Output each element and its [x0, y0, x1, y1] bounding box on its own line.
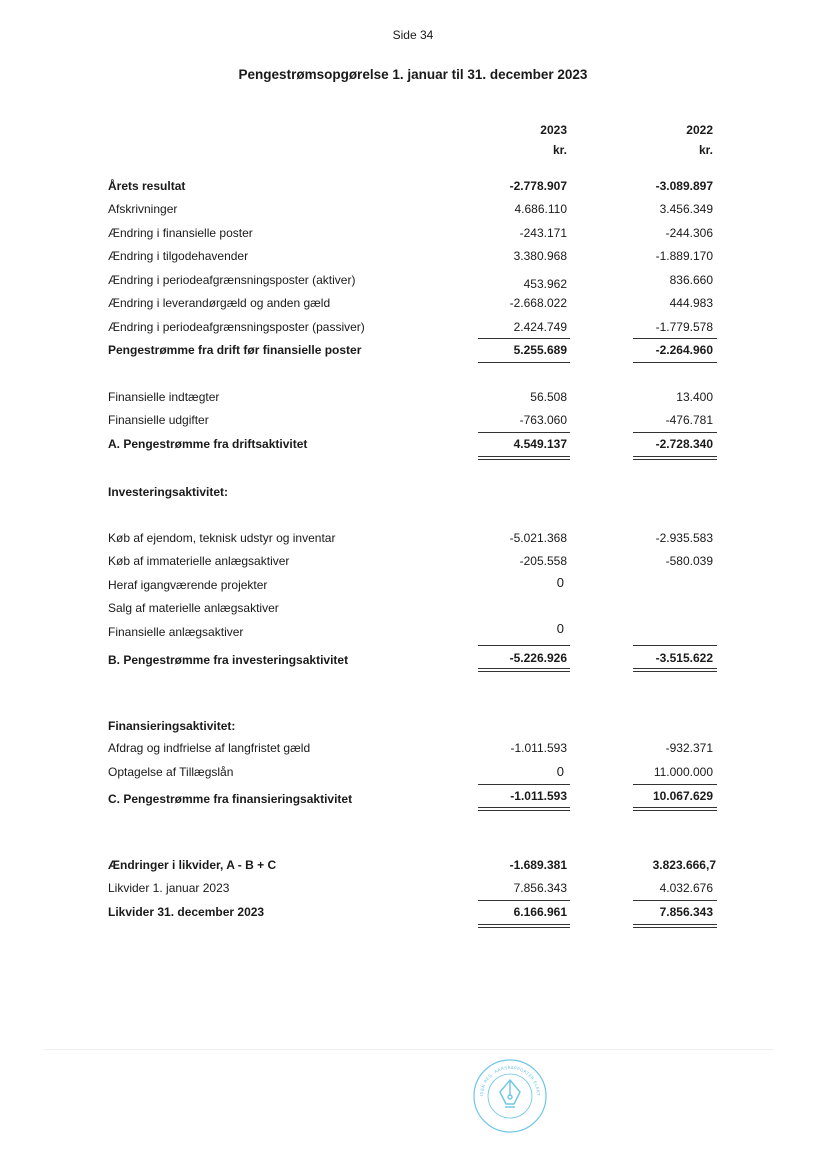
total-double-rule [633, 924, 717, 925]
value-2022: 444.983 [669, 296, 713, 310]
value-2022: -244.306 [665, 226, 713, 240]
row-koeb-ejendom [108, 528, 718, 548]
value-2023: -5.226.926 [509, 651, 567, 665]
row-label: Finansielle udgifter [108, 413, 209, 427]
value-2023: -205.558 [519, 554, 567, 568]
row-optagelse-tillaegslaan [108, 762, 718, 782]
value-2023: 0 [556, 575, 564, 590]
row-leverandorgaeld [108, 293, 718, 313]
value-2023: -1.011.593 [510, 741, 567, 755]
value-2022: -3.515.622 [655, 651, 713, 665]
row-label: Afdrag og indfrielse af langfristet gæld [108, 741, 311, 755]
value-2023: 2.424.749 [513, 320, 567, 334]
value-2023: 4.549.137 [513, 437, 567, 451]
row-heraf-igangvaerende [108, 575, 718, 595]
row-label: Ændring i periodeafgrænsningsposter (aktiver) [108, 273, 356, 287]
value-2022: -2.935.583 [655, 531, 713, 545]
value-2022: -1.779.578 [655, 320, 713, 334]
column-year: 2023 [540, 123, 567, 137]
row-label: Salg af materielle anlægsaktiver [108, 601, 279, 615]
total-rule [633, 900, 717, 901]
value-2022: -1.889.170 [655, 249, 713, 263]
row-afdrag-indfrielse [108, 738, 718, 758]
row-label: Likvider 1. januar 2023 [108, 881, 230, 895]
total-double-rule [478, 927, 570, 928]
row-label: Pengestrømme fra drift før finansielle poster [108, 343, 362, 357]
row-c-finansieringsaktivitet [108, 786, 718, 806]
value-2022: -580.039 [665, 554, 713, 568]
row-label: Finansielle anlægsaktiver [108, 625, 244, 639]
value-2023: -1.011.593 [510, 789, 567, 803]
total-double-rule [478, 810, 570, 811]
column-unit: kr. [552, 143, 567, 157]
value-2022: -2.728.340 [655, 437, 713, 451]
total-rule [478, 645, 570, 646]
page-number: Side 34 [392, 28, 434, 42]
section-investeringsaktivitet [108, 482, 718, 502]
total-double-rule [478, 456, 570, 457]
subtotal-rule [633, 362, 717, 363]
row-label: Likvider 31. december 2023 [108, 905, 265, 919]
total-rule [478, 900, 570, 901]
value-2022: 7.856.343 [659, 905, 713, 919]
row-aendring-finansielle-poster [108, 223, 718, 243]
total-double-rule [478, 924, 570, 925]
subtotal-rule [478, 338, 570, 339]
row-periodeafgraensning-aktiver [108, 270, 718, 290]
pen-nib-icon [500, 1080, 520, 1107]
total-double-rule [633, 807, 717, 808]
total-double-rule [633, 668, 717, 669]
row-a-driftsaktivitet [108, 434, 718, 454]
row-afskrivninger [108, 199, 718, 219]
total-double-rule [633, 456, 717, 457]
section-heading: Finansieringsaktivitet: [108, 719, 236, 733]
row-koeb-immaterielle [108, 551, 718, 571]
total-double-rule [478, 807, 570, 808]
row-label: Afskrivninger [108, 202, 178, 216]
row-aarets-resultat [108, 176, 718, 196]
total-rule [478, 432, 570, 433]
value-2023: 7.856.343 [513, 881, 567, 895]
value-2022: 836.660 [669, 273, 713, 287]
footer-divider [44, 1049, 774, 1050]
value-2023: 0 [556, 764, 564, 779]
row-label: Køb af ejendom, teknisk udstyr og inventar [108, 531, 336, 545]
page-title: Pengestrømsopgørelse 1. januar til 31. december 2023 [238, 67, 588, 82]
total-double-rule [478, 671, 570, 672]
seal-text: ISBN REG. AARSRAPPORTER ELEKT [478, 1064, 542, 1097]
value-2023: -5.021.368 [509, 531, 567, 545]
subtotal-rule [633, 338, 717, 339]
value-2023: -2.668.022 [509, 296, 567, 310]
value-2023: 4.686.110 [514, 202, 567, 216]
row-label: Heraf igangværende projekter [108, 578, 268, 592]
total-double-rule [633, 459, 717, 460]
row-label: Ændring i periodeafgrænsningsposter (passiver) [108, 320, 365, 334]
row-label: C. Pengestrømme fra finansieringsaktivitet [108, 792, 353, 806]
row-label: A. Pengestrømme fra driftsaktivitet [108, 437, 308, 451]
value-2022: 10.067.629 [652, 789, 713, 803]
section-heading: Investeringsaktivitet: [108, 485, 229, 499]
value-2022: -476.781 [665, 413, 713, 427]
row-finansielle-indtaegter [108, 387, 718, 407]
total-rule [633, 645, 717, 646]
row-label: Årets resultat [108, 179, 186, 193]
row-label: Finansielle indtægter [108, 390, 220, 404]
value-2023: 5.255.689 [513, 343, 567, 357]
row-drift-foer-finansielle [108, 340, 718, 360]
row-b-investeringsaktivitet [108, 648, 718, 668]
row-label: Ændring i tilgodehavender [108, 249, 249, 263]
row-label: Ændringer i likvider, A - B + C [108, 858, 277, 872]
subtotal-rule [478, 362, 570, 363]
section-finansieringsaktivitet [108, 716, 718, 736]
total-double-rule [478, 668, 570, 669]
row-finansielle-anlaegsaktiver [108, 622, 718, 642]
value-2023: 56.508 [530, 390, 567, 404]
row-likvider-31-december [108, 902, 718, 922]
value-2023: 3.380.968 [513, 249, 567, 263]
total-rule [633, 432, 717, 433]
total-rule [633, 784, 717, 785]
column-header-2022 [633, 120, 713, 160]
column-header-2023 [478, 120, 567, 160]
row-finansielle-udgifter [108, 410, 718, 430]
row-label: Køb af immaterielle anlægsaktiver [108, 554, 290, 568]
column-unit: kr. [698, 143, 713, 157]
column-year: 2022 [686, 123, 713, 137]
value-2023: -763.060 [519, 413, 567, 427]
value-2023: 0 [556, 621, 564, 636]
row-label: Ændring i finansielle poster [108, 226, 253, 240]
row-aendring-tilgodehavender [108, 246, 718, 266]
total-rule [478, 784, 570, 785]
row-periodeafgraensning-passiver [108, 317, 718, 337]
value-2022: -2.264.960 [655, 343, 713, 357]
value-2023: 6.166.961 [513, 905, 567, 919]
total-double-rule [633, 810, 717, 811]
value-2022: -932.371 [665, 741, 713, 755]
row-label: B. Pengestrømme fra investeringsaktivitet [108, 653, 349, 667]
value-2022: 3.456.349 [659, 202, 713, 216]
total-double-rule [633, 671, 717, 672]
row-aendringer-likvider [108, 855, 718, 875]
value-2023: 453.962 [523, 277, 567, 291]
value-2022: -3.089.897 [655, 179, 713, 193]
total-double-rule [478, 459, 570, 460]
row-salg-materielle [108, 598, 718, 618]
value-2022: 13.400 [676, 390, 713, 404]
value-2022: 4.032.676 [659, 881, 713, 895]
row-label: Ændring i leverandørgæld og anden gæld [108, 296, 331, 310]
value-2023: -1.689.381 [509, 858, 567, 872]
value-2022: 11.000.000 [653, 765, 713, 779]
value-2022: 3.823.666,7 [652, 858, 716, 872]
row-label: Optagelse af Tillægslån [108, 765, 234, 779]
row-likvider-1-januar [108, 878, 718, 898]
value-2023: -2.778.907 [509, 179, 567, 193]
total-double-rule [633, 927, 717, 928]
value-2023: -243.171 [519, 226, 567, 240]
verification-seal-icon [472, 1058, 548, 1134]
